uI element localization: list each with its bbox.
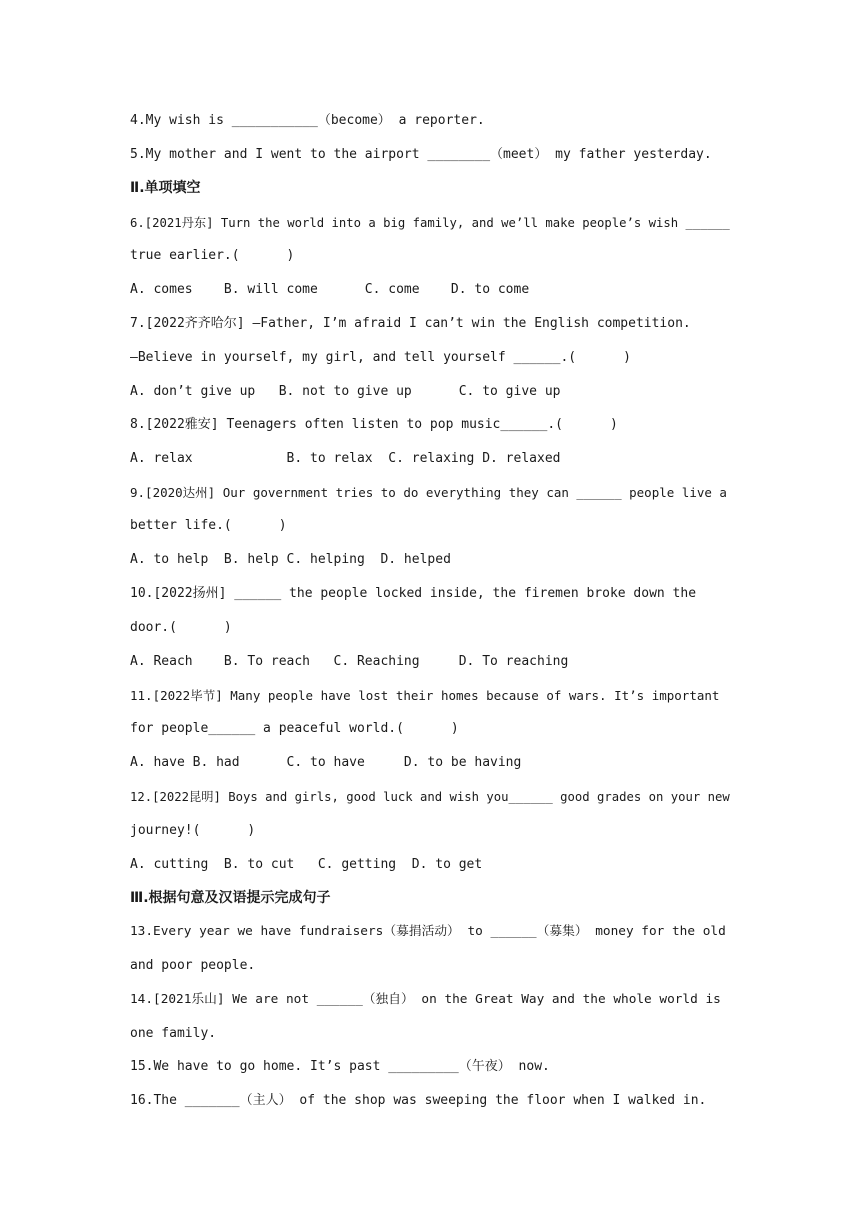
question-6-options: A. comes B. will come C. come D. to come bbox=[130, 282, 530, 297]
question-15: 15.We have to go home. It’s past _________（午夜） now. bbox=[130, 1059, 550, 1074]
question-7-cont: —Believe in yourself, my girl, and tell yourself ______.( ) bbox=[130, 350, 631, 365]
question-14-cont: one family. bbox=[130, 1026, 217, 1041]
question-11-cont: for people______ a peaceful world.( ) bbox=[130, 721, 459, 736]
question-8-options: A. relax B. to relax C. relaxing D. relaxed bbox=[130, 451, 561, 466]
question-14: 14.[2021乐山] We are not ______（独自） on the Great Way and the whole world is bbox=[130, 992, 721, 1007]
question-11-options: A. have B. had C. to have D. to be having bbox=[130, 755, 522, 770]
question-13-cont: and poor people. bbox=[130, 958, 256, 973]
question-12: 12.[2022昆明] Boys and girls, good luck and wish you______ good grades on your new bbox=[130, 790, 730, 804]
question-12-options: A. cutting B. to cut C. getting D. to get bbox=[130, 857, 483, 872]
question-9: 9.[2020达州] Our government tries to do everything they can ______ people live a bbox=[130, 485, 727, 500]
question-16: 16.The _______（主人） of the shop was sweeping the floor when I walked in. bbox=[130, 1093, 707, 1108]
question-6-cont: true earlier.( ) bbox=[130, 248, 295, 263]
question-7-options: A. don’t give up B. not to give up C. to give up bbox=[130, 384, 561, 399]
question-10-cont: door.( ) bbox=[130, 620, 232, 635]
question-10: 10.[2022扬州] ______ the people locked inside, the firemen broke down the bbox=[130, 586, 697, 601]
question-10-options: A. Reach B. To reach C. Reaching D. To reaching bbox=[130, 654, 569, 669]
section-3-heading: Ⅲ.根据句意及汉语提示完成句子 bbox=[130, 890, 331, 906]
question-9-options: A. to help B. help C. helping D. helped bbox=[130, 552, 451, 567]
question-4: 4.My wish is ___________（become） a reporter. bbox=[130, 113, 485, 128]
section-2-heading: Ⅱ.单项填空 bbox=[130, 180, 201, 196]
question-13: 13.Every year we have fundraisers（募捐活动） to ______（募集） money for the old bbox=[130, 924, 726, 939]
question-6: 6.[2021丹东] Turn the world into a big family, and we’ll make people’s wish ______ bbox=[130, 216, 730, 230]
question-9-cont: better life.( ) bbox=[130, 518, 287, 533]
question-8: 8.[2022雅安] Teenagers often listen to pop music______.( ) bbox=[130, 417, 618, 432]
question-5: 5.My mother and I went to the airport ________（meet） my father yesterday. bbox=[130, 147, 712, 162]
question-12-cont: journey!( ) bbox=[130, 823, 256, 838]
question-11: 11.[2022毕节] Many people have lost their homes because of wars. It’s important bbox=[130, 688, 720, 703]
question-7: 7.[2022齐齐哈尔] —Father, I’m afraid I can’t win the English competition. bbox=[130, 316, 691, 331]
